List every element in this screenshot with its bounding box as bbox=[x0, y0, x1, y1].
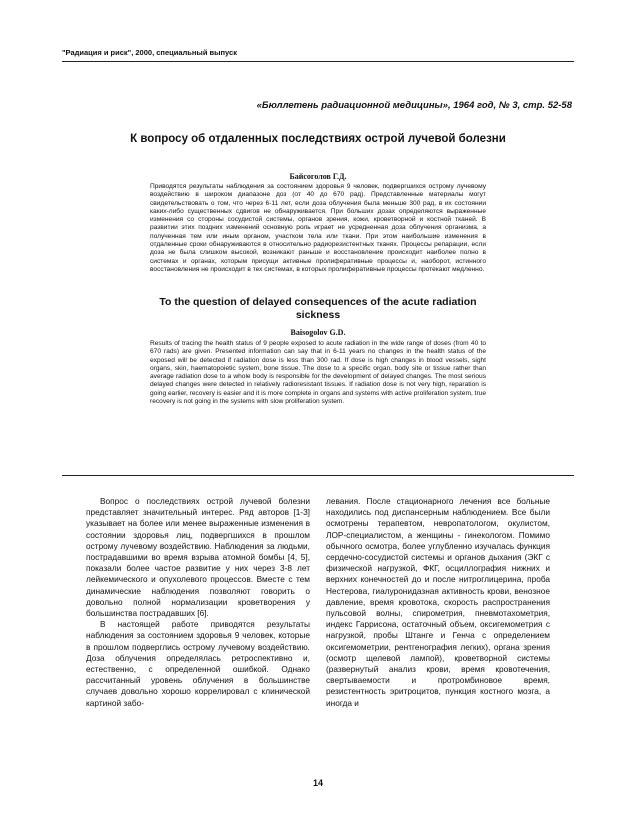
source-citation: «Бюллетень радиационной медицины», 1964 год, № 3, стр. 52-58 bbox=[256, 100, 572, 111]
author-english: Baisogolov G.D. bbox=[290, 328, 346, 337]
body-right-column bbox=[326, 496, 550, 709]
body-paragraph: Вопрос о последствиях острой лучевой болезни представляет значительный интерес. Ряд авторов [1-3] указывает на более или менее выраженные изменения в состоянии здоровья лиц, подвергшихся в прошлом острому лучевому воздействию. Наблюдения за людьми, пострадавшими во время взрыва атомной бомбы [4, 5], показали более частое развитие у них через 3-8 лет лейкемического и опухолевого процессов. Вместе с тем динамические наблюдения позволяют говорить о довольно полной нормализации кроветворения у большинства пострадавших [6]. bbox=[86, 496, 310, 619]
abstract-russian: Приводятся результаты наблюдения за состоянием здоровья 9 человек, подвергшихся острому лучевому воздействию в широком диапазоне доз (от 40 до 670 рад). Представленные материалы могут свидетельствовать о том, что через 6-11 лет, если доза облучения была меньше 300 рад, в их состоянии каких-либо существенных сдвигов не обнаруживается. При больших дозах определяются выраженные изменения со стороны сосудистой системы, органов зрения, кожи, кроветворной и костной тканей. В развитии этих поздних изменений основную роль играет не усредненная доза облучения организма, а полученная тем или иным органом, участком тела или ткани. При этом наибольшие изменения в отдаленные сроки обнаруживаются в относительно радиорезистентных тканях. Процессы репарации, если доза не была слишком высокой, возникают раньше и восстановление происходит наиболее полно в системах и органах, которым присущи активные пролиферативные процессы и, наоборот, истинного восстановления не происходит в тех системах, в которых пролиферативные процессы протекают медленно. bbox=[150, 183, 486, 273]
body-left-column bbox=[86, 496, 310, 709]
author-russian: Байсоголов Г.Д. bbox=[289, 172, 347, 181]
title-russian: К вопросу об отдаленных последствиях острой лучевой болезни bbox=[130, 133, 506, 145]
body-paragraph: В настоящей работе приводятся результаты наблюдения за состоянием здоровья 9 человек, которые в прошлом подверглись острому лучевому воздействию. Доза облучения определялась ретроспективно и, естественно, с определенной ошибкой. Однако рассчитанный уровень облучения в большинстве случаев довольно хорошо коррелировал с клинической картиной забо- bbox=[86, 619, 310, 708]
running-header: "Радиация и риск", 2000, специальный выпуск bbox=[62, 48, 237, 57]
abstract-english: Results of tracing the health status of 9 people exposed to acute radiation in the wide range of doses (from 40 to 670 rads) are given. Presented information can say that in 6-11 years no changes in the health status of the exposed will be detected if radiation dose is less than 300 rad. If dose is high changes in blood vessels, sight organs, skin, haematopoietic system, bone tissue. The dose to a specific organ, body site or tissue rather than average radiation dose to a whole body is responsible for the development of delayed changes. The most serious delayed changes were detected in relatively radioresistant tissues. If radiation dose is not very high, reparation is going earlier, recovery is easier and it is more complete in organs and systems with active proliferation system, true recovery is not going in the systems with slow proliferation system. bbox=[150, 340, 486, 406]
page-number: 14 bbox=[312, 778, 323, 788]
body-paragraph: левания. После стационарного лечения все больные находились под диспансерным наблюдением. Все были осмотрены терапевтом, невропатологом, окулистом, ЛОР-специалистом, а женщины - гинекологом. Помимо обычного осмотра, более углубленно изучалась функция сердечно-сосудистой системы и органов дыхания (ЭКГ с физической нагрузкой, ФКГ, осциллография нижних и верхних конечностей до и после нитроглицерина, проба Нестерова, гиалуронидазная активность крови, венозное давление, время кровотока, скорость распространения пульсовой волны, спирометрия, пневмотахометрия, индекс Гаррисона, остаточный объем, оксигемометрия с нагрузкой, пробы Штанге и Генча с определением оксигемометрии, рентгенография легких), органа зрения (осмотр щелевой лампой), кроветворной системы (развернутый анализ крови, время кровотечения, свертываемости и протромбиновое время, резистентность эритроцитов, пункция костного мозга, а иногда и bbox=[326, 496, 550, 708]
title-english: To the question of delayed consequences of the acute radiation sickness bbox=[159, 296, 477, 321]
section-rule bbox=[62, 475, 574, 476]
header-rule bbox=[62, 61, 574, 62]
